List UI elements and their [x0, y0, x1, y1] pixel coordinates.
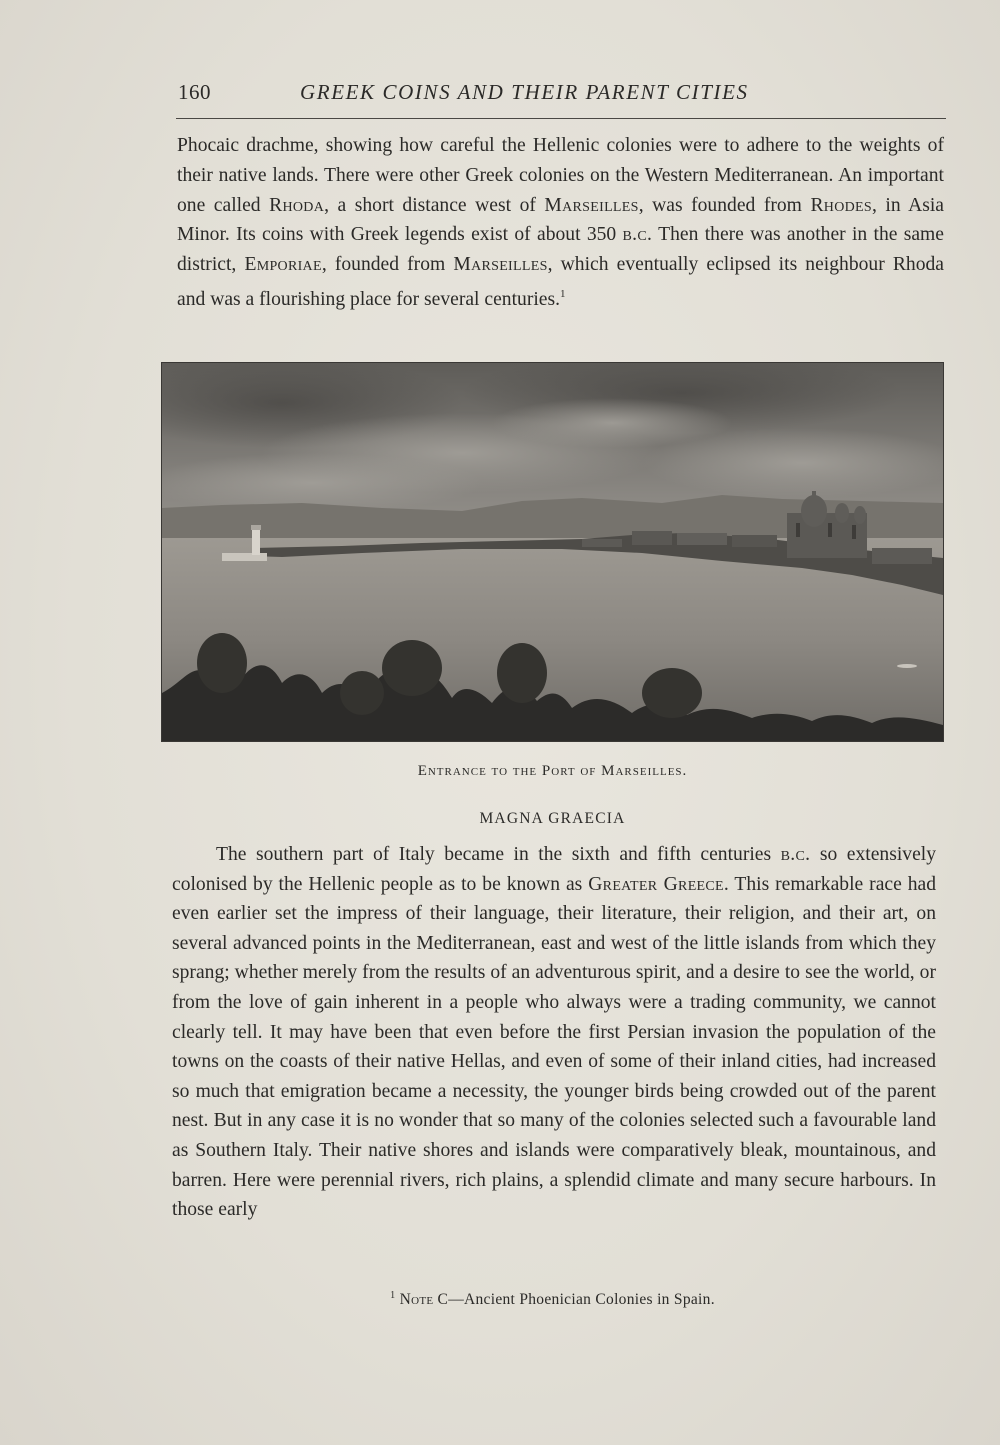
place-name-marseilles: Marseilles [544, 194, 639, 216]
text-run: so extensively colonised by the Hellenic people as to be known as [172, 844, 937, 895]
header-rule [176, 118, 946, 119]
text-run: Phocaic drachme, showing how careful the Hellenic colonies were to adhere to the weights of their native lands. There were other Greek colonies on the Western Mediterranean. An important one called [177, 135, 944, 216]
place-name-emporiae: Emporiae [244, 254, 322, 276]
era-abbreviation: b.c. [780, 844, 811, 865]
footnote-marker: 1 [390, 1290, 396, 1301]
photo-port-of-marseilles [161, 362, 944, 742]
text-run: Then there was another in the same district, [177, 224, 944, 276]
term-greater-greece: Greater Greece [588, 873, 724, 895]
place-name-rhoda: Rhoda [269, 194, 325, 216]
harbour-photograph [162, 363, 943, 741]
section-heading: MAGNA GRAECIA [479, 810, 626, 827]
text-run: , was founded from [638, 194, 811, 216]
text-run: , in Asia Minor. Its coins with Greek legends exist of about 350 [177, 194, 944, 246]
text-run: The southern part of Italy became in the sixth and fifth centuries [216, 844, 781, 865]
text-run: , which eventually eclipsed its neighbour Rhoda and was a flourishing place for several centuries. [177, 254, 945, 310]
paragraph-phocaic-drachme [177, 131, 944, 315]
running-title: GREEK COINS AND THEIR PARENT CITIES [300, 80, 749, 104]
page-header [178, 80, 944, 110]
place-name-rhodes: Rhodes [810, 194, 872, 216]
footnote-text: —Ancient Phoenician Colonies in Spain. [448, 1291, 715, 1308]
text-run: . This remarkable race had even earlier set the impress of their language, their literature, their religion, and their art, on several advanced points in the Mediterranean, east and west of the little islands from which they sprang; whether merely from the results of an adventurous spirit, and a desire to see the world, or from the love of gain inherent in a people who always were a trading community, we cannot clearly tell. It may have been that even before the first Persian invasion the population of the towns on the coasts of their native Hellas, and even of some of their inland cities, had increased so much that emigration became a necessity, the younger birds being crowded out of the parent nest. But in any case it is no wonder that so many of the colonies selected such a favourable land as Southern Italy. Their native shores and islands were comparatively bleak, mountainous, and barren. Here were perennial rivers, rich plains, a splendid climate and many secure harbours. In those early [172, 873, 937, 1221]
figure-caption: Entrance to the Port of Marseilles. [417, 763, 688, 779]
footnote-label: Note C [399, 1291, 449, 1308]
footnote [161, 1290, 944, 1309]
era-abbreviation: b.c. [622, 224, 653, 246]
footnote-reference: 1 [560, 287, 566, 300]
page-number: 160 [178, 80, 211, 104]
text-run: , founded from [321, 254, 454, 276]
paragraph-magna-graecia [172, 840, 936, 1225]
text-run: , a short distance west of [324, 194, 545, 216]
small-boat [897, 664, 917, 668]
place-name-marseilles: Marseilles [453, 254, 548, 276]
